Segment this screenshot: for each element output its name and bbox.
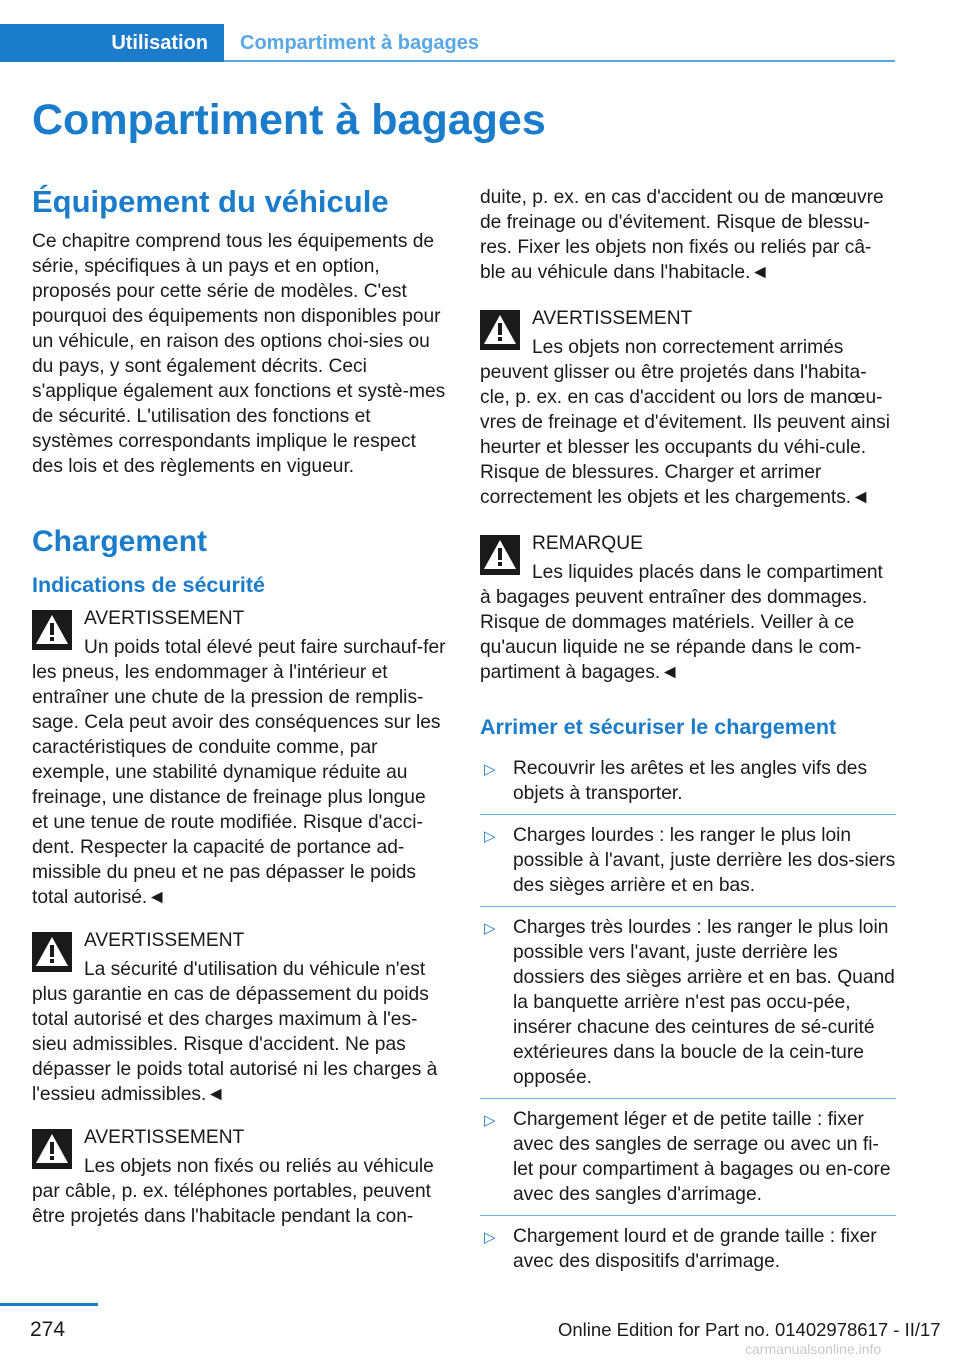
list-item xyxy=(480,815,896,907)
warning-icon xyxy=(32,1129,72,1169)
heading-safety: Indications de sécurité xyxy=(32,573,265,597)
warning-block-2 xyxy=(32,928,446,1107)
warning-label: AVERTISSEMENT xyxy=(84,1127,245,1148)
note-block xyxy=(480,531,896,685)
heading-chargement: Chargement xyxy=(32,525,208,558)
page-number: 274 xyxy=(30,1318,66,1341)
page-title: Compartiment à bagages xyxy=(32,96,546,144)
footer-accent-line xyxy=(0,1303,98,1306)
watermark: carmanualsonline.info xyxy=(745,1341,882,1357)
warning-block-1 xyxy=(32,606,446,910)
heading-secure-load: Arrimer et sécuriser le chargement xyxy=(480,715,837,739)
list-item-text: Chargement léger et de petite taille : fixer avec des sangles de serrage ou avec un fi-let pour compartiment à bagages ou en-core avec des sangles d'arrimage. xyxy=(513,1109,891,1205)
load-instructions-list xyxy=(480,748,896,1282)
list-item xyxy=(480,748,896,815)
triangle-bullet-icon: ▷ xyxy=(484,761,496,778)
warning-block-3 xyxy=(32,1125,446,1229)
note-label: REMARQUE xyxy=(532,533,643,554)
warning-text: La sécurité d'utilisation du véhicule n'est plus garantie en cas de dépassement du poids total autorisé et des charges maximum à l'es-sieu admissibles. Risque d'accident. Ne pas dépasser le poids total autorisé ni les charges à l'essieu admissibles.◄ xyxy=(32,959,438,1105)
list-item xyxy=(480,907,896,1099)
warning-icon xyxy=(32,932,72,972)
triangle-bullet-icon: ▷ xyxy=(484,1112,496,1129)
list-item-text: Charges lourdes : les ranger le plus loin possible à l'avant, juste derrière les dos-siers des sièges arrière et en bas. xyxy=(513,825,896,896)
warning-text: Les objets non fixés ou reliés au véhicule par câble, p. ex. téléphones portables, peuvent être projetés dans l'habitacle pendant la con- xyxy=(32,1156,434,1227)
list-item xyxy=(480,1216,896,1282)
header-divider xyxy=(224,60,895,62)
triangle-bullet-icon: ▷ xyxy=(484,1229,496,1246)
edition-text: Online Edition for Part no. 01402978617 - II/17 xyxy=(558,1319,941,1340)
warning-text: Les objets non correctement arrimés peuvent glisser ou être projetés dans l'habita-cle, p. ex. en cas d'accident ou lors de manœu-vres de freinage et d'évitement. Ils peuvent ainsi heurter et blesser les occupants du véhi-cule. Risque de blessures. Charger et arrimer correctement les objets et les chargements.◄ xyxy=(480,337,891,508)
list-item-text: Charges très lourdes : les ranger le plus loin possible vers l'avant, juste derrière les dossiers des sièges arrière et en bas. Quand la banquette arrière n'est pas occu-pée, insérer chacune des ceintures de sé-curité extérieures dans la boucle de la cein-ture opposée. xyxy=(513,917,895,1088)
warning-icon xyxy=(32,610,72,650)
paragraph-equipment: Ce chapitre comprend tous les équipements de série, spécifiques à un pays et en option, proposés pour cette série de modèles. C'est pourquoi des équipements non disponibles pour un véhicule, en raison des options choi-sies ou du pays, y sont également décrits. Ceci s'applique également aux fonctions et systè-mes de sécurité. L'utilisation des fonctions et systèmes correspondants implique le respect des lois et des règlements en vigueur. xyxy=(32,231,446,477)
heading-equipment: Équipement du véhicule xyxy=(32,184,389,219)
warning-continuation: duite, p. ex. en cas d'accident ou de manœuvre de freinage ou d'évitement. Risque de blessu-res. Fixer les objets non fixés ou reliés par câ-ble au véhicule dans l'habitacle.◄ xyxy=(480,187,884,283)
triangle-bullet-icon: ▷ xyxy=(484,920,496,937)
warning-label: AVERTISSEMENT xyxy=(84,930,245,951)
triangle-bullet-icon: ▷ xyxy=(484,828,496,845)
warning-icon xyxy=(480,310,520,350)
left-column xyxy=(32,182,446,1229)
header-bar xyxy=(0,24,895,62)
warning-icon xyxy=(480,535,520,575)
list-item-text: Recouvrir les arêtes et les angles vifs des objets à transporter. xyxy=(513,758,868,804)
list-item xyxy=(480,1099,896,1216)
warning-block-4 xyxy=(480,306,896,510)
warning-label: AVERTISSEMENT xyxy=(532,308,693,329)
list-item-text: Chargement lourd et de grande taille : fixer avec des dispositifs d'arrimage. xyxy=(513,1226,877,1272)
section-tab-active[interactable]: Utilisation xyxy=(0,24,224,62)
section-tab-current[interactable]: Compartiment à bagages xyxy=(240,31,479,54)
note-text: Les liquides placés dans le compartiment à bagages peuvent entraîner des dommages. Risque de dommages matériels. Veiller à ce qu'aucun liquide ne se répande dans le com-partiment à bagages.◄ xyxy=(480,562,883,683)
warning-label: AVERTISSEMENT xyxy=(84,608,245,629)
warning-text: Un poids total élevé peut faire surchauf-fer les pneus, les endommager à l'intérieur et entraîner une chute de la pression de remplis-sage. Cela peut avoir des conséquences sur les caractéristiques de conduite comme, par exemple, une stabilité dynamique réduite au freinage, une distance de freinage plus longue et une tenue de route modifiée. Risque d'acci-dent. Respecter la capacité de portance ad-missible du pneu et ne pas dépasser le poids total autorisé.◄ xyxy=(32,637,446,908)
right-column xyxy=(480,182,896,1282)
